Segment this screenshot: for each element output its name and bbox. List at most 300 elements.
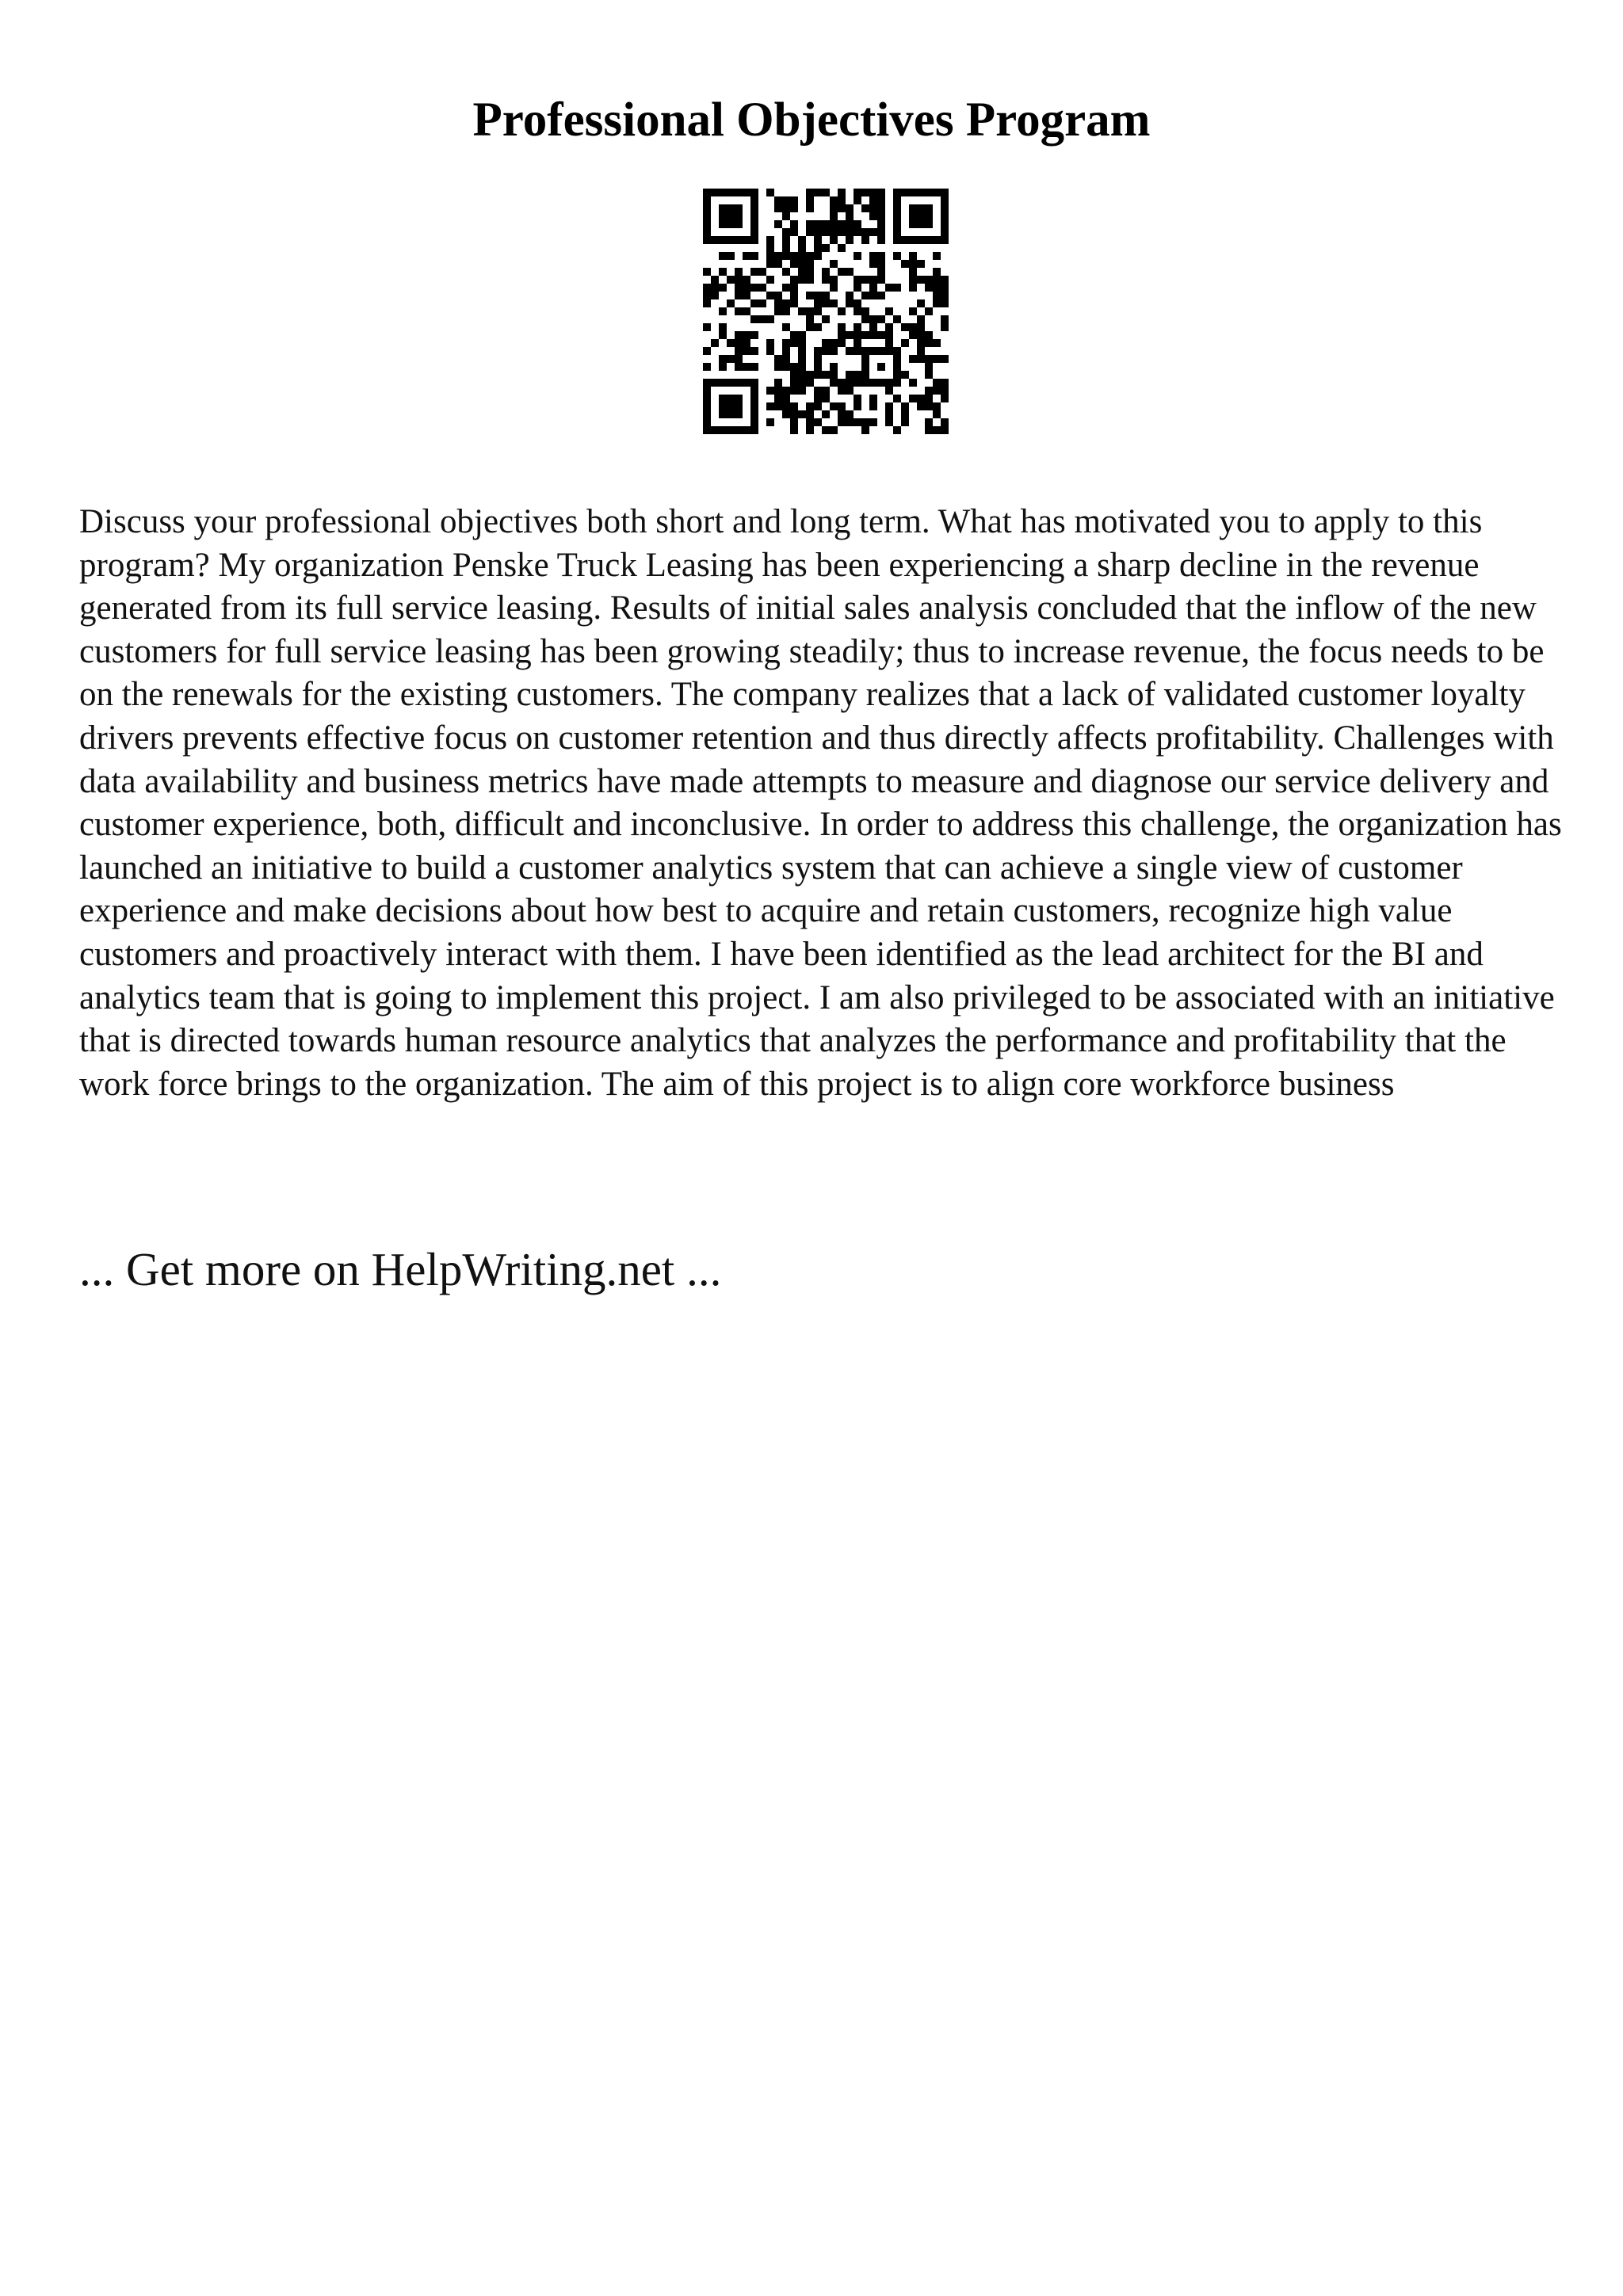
qr-module [861,379,869,387]
qr-module [806,189,814,196]
qr-module [933,268,941,276]
qr-module [735,292,743,299]
qr-module [933,339,941,347]
qr-module [925,387,933,395]
qr-module [798,339,806,347]
qr-module [790,284,798,292]
qr-module [869,292,877,299]
qr-module [703,236,711,244]
qr-module [861,355,869,363]
qr-module [830,363,838,371]
qr-module [917,395,925,402]
qr-module [885,418,893,426]
qr-module [846,410,854,418]
qr-module [743,252,750,260]
qr-module [735,402,743,410]
qr-module [893,315,901,323]
qr-module [798,410,806,418]
qr-module [806,220,814,228]
qr-module [790,363,798,371]
qr-module [869,276,877,284]
qr-module [735,189,743,196]
qr-module [941,276,949,284]
qr-module [861,292,869,299]
qr-module [719,355,727,363]
qr-module [719,220,727,228]
qr-module [933,379,941,387]
qr-module [750,331,758,339]
qr-module [925,220,933,228]
qr-module [798,236,806,244]
qr-module [711,284,719,292]
qr-module [933,402,941,410]
qr-module [782,284,790,292]
qr-module [877,363,885,371]
qr-module [758,299,766,307]
qr-module [822,189,830,196]
qr-module [869,204,877,212]
qr-module [806,379,814,387]
qr-module [830,212,838,220]
qr-module [893,196,901,204]
qr-module [838,402,846,410]
qr-module [774,355,782,363]
qr-module [790,260,798,268]
qr-module [846,236,854,244]
qr-module [822,292,830,299]
qr-module [790,402,798,410]
qr-module [869,418,877,426]
qr-module [830,379,838,387]
qr-module [735,379,743,387]
qr-module [877,276,885,284]
qr-module [719,363,727,371]
qr-module [774,395,782,402]
qr-module [917,355,925,363]
qr-module [861,371,869,379]
qr-module [719,410,727,418]
qr-module [838,228,846,236]
qr-module [917,315,925,323]
qr-module [814,220,822,228]
qr-module [790,331,798,339]
qr-module [838,189,846,196]
qr-module [727,204,735,212]
qr-module [782,347,790,355]
qr-module [925,363,933,371]
qr-module [750,402,758,410]
qr-module [774,379,782,387]
qr-module [909,220,917,228]
qr-module [885,284,893,292]
qr-module [814,228,822,236]
qr-module [806,371,814,379]
qr-module [909,236,917,244]
qr-module [838,418,846,426]
qr-module [877,292,885,299]
qr-module [735,284,743,292]
qr-module [774,299,782,307]
qr-module [933,387,941,395]
qr-module [917,212,925,220]
qr-module [846,299,854,307]
qr-module [893,220,901,228]
qr-module [854,402,861,410]
qr-module [814,387,822,395]
qr-module [735,395,743,402]
qr-module [790,410,798,418]
qr-module [766,292,774,299]
qr-module [703,402,711,410]
qr-module [806,204,814,212]
qr-module [750,387,758,395]
qr-module [869,379,877,387]
qr-module [893,252,901,260]
qr-module [941,196,949,204]
qr-module [743,236,750,244]
qr-module [822,228,830,236]
qr-module [822,268,830,276]
qr-module [893,395,901,402]
qr-module [941,204,949,212]
qr-module [877,252,885,260]
qr-module [822,410,830,418]
qr-module [933,236,941,244]
qr-module [790,196,798,204]
qr-module [782,363,790,371]
qr-module [877,204,885,212]
qr-module [854,371,861,379]
qr-module [750,196,758,204]
qr-module [782,339,790,347]
qr-module [830,220,838,228]
qr-module [909,189,917,196]
qr-module [861,426,869,434]
qr-module [925,402,933,410]
qr-module [806,292,814,299]
qr-module [750,426,758,434]
qr-module [774,260,782,268]
qr-module [861,236,869,244]
qr-module [719,284,727,292]
qr-module [861,315,869,323]
qr-module [750,236,758,244]
qr-module [798,355,806,363]
qr-module [925,418,933,426]
qr-module [814,236,822,244]
qr-module [846,228,854,236]
qr-module [766,260,774,268]
qr-module [854,228,861,236]
qr-module [941,299,949,307]
qr-module [711,292,719,299]
qr-module [806,426,814,434]
qr-module [885,307,893,315]
qr-module [782,252,790,260]
qr-module [822,220,830,228]
qr-module [877,196,885,204]
qr-module [877,212,885,220]
qr-module [727,252,735,260]
qr-module [798,371,806,379]
qr-module [743,363,750,371]
qr-module [806,410,814,418]
get-more-link[interactable]: ... Get more on HelpWriting.net ... [79,1243,722,1295]
qr-module [758,284,766,292]
qr-module [893,371,901,379]
qr-module [901,323,909,331]
qr-module [727,355,735,363]
qr-module [909,268,917,276]
qr-module [909,212,917,220]
qr-module [798,307,806,315]
qr-module [782,299,790,307]
qr-module [861,347,869,355]
qr-module [925,355,933,363]
qr-module [869,315,877,323]
qr-module [838,220,846,228]
qr-module [941,387,949,395]
qr-module [719,204,727,212]
qr-module [838,331,846,339]
qr-module [901,418,909,426]
qr-module [901,402,909,410]
qr-module [750,315,758,323]
qr-module [909,284,917,292]
qr-module [846,387,854,395]
qr-module [925,212,933,220]
qr-module [933,355,941,363]
qr-module [893,426,901,434]
qr-module [719,402,727,410]
qr-module [814,355,822,363]
qr-module [814,189,822,196]
qr-module [846,371,854,379]
qr-module [854,339,861,347]
qr-module [806,260,814,268]
qr-module [806,268,814,276]
qr-module [933,299,941,307]
qr-module [743,331,750,339]
qr-module [869,323,877,331]
qr-module [917,402,925,410]
qr-module [703,410,711,418]
qr-module [750,363,758,371]
qr-module [925,307,933,315]
qr-module [838,204,846,212]
qr-module [869,331,877,339]
qr-module [830,339,838,347]
qr-module [766,339,774,347]
qr-module [846,204,854,212]
qr-module [703,418,711,426]
qr-module [869,395,877,402]
qr-module [782,402,790,410]
qr-module [941,418,949,426]
page-title: Professional Objectives Program [472,93,1151,147]
qr-module [846,212,854,220]
qr-module [790,387,798,395]
qr-module [901,189,909,196]
qr-module [727,379,735,387]
qr-module [909,331,917,339]
qr-module [711,189,719,196]
qr-module [727,189,735,196]
qr-module [743,189,750,196]
qr-module [814,244,822,252]
qr-module [901,410,909,418]
qr-module [822,276,830,284]
qr-module [750,418,758,426]
qr-module [774,387,782,395]
qr-module [854,331,861,339]
qr-module [917,189,925,196]
qr-module [766,418,774,426]
qr-module [814,395,822,402]
qr-module [814,347,822,355]
qr-module [727,276,735,284]
qr-module [830,196,838,204]
qr-module [869,212,877,220]
qr-module [782,323,790,331]
qr-module [727,339,735,347]
qr-module [814,307,822,315]
qr-module [735,355,743,363]
qr-module [766,189,774,196]
qr-module [782,244,790,252]
qr-module [727,236,735,244]
qr-module [909,252,917,260]
qr-module [838,244,846,252]
qr-module [854,284,861,292]
qr-module [719,268,727,276]
qr-module [814,252,822,260]
qr-module [703,363,711,371]
qr-module [743,292,750,299]
qr-module [798,252,806,260]
qr-module [766,387,774,395]
qr-module [877,189,885,196]
qr-module [925,189,933,196]
qr-module [854,418,861,426]
qr-module [703,228,711,236]
qr-module [901,236,909,244]
qr-module [719,252,727,260]
qr-module [917,276,925,284]
qr-module [766,402,774,410]
qr-module [790,204,798,212]
qr-module [854,395,861,402]
qr-module [869,196,877,204]
qr-module [917,299,925,307]
qr-module [846,331,854,339]
qr-module [925,284,933,292]
qr-module [790,339,798,347]
qr-module [774,252,782,260]
qr-module [869,402,877,410]
qr-module [719,189,727,196]
qr-module [933,426,941,434]
qr-module [766,244,774,252]
qr-module [727,299,735,307]
qr-module [885,387,893,395]
qr-module [735,363,743,371]
qr-module [877,379,885,387]
qr-module [774,196,782,204]
qr-module [885,331,893,339]
qr-module [861,276,869,284]
qr-module [727,212,735,220]
qr-module [806,196,814,204]
qr-module [774,220,782,228]
qr-module [703,323,711,331]
qr-module [703,268,711,276]
qr-module [703,379,711,387]
qr-module [806,402,814,410]
qr-module [814,363,822,371]
qr-module [854,299,861,307]
qr-module [782,387,790,395]
qr-code-icon[interactable] [703,189,949,434]
qr-module [703,189,711,196]
qr-module [909,379,917,387]
qr-module [917,220,925,228]
qr-module [885,347,893,355]
qr-module [711,276,719,284]
qr-module [727,220,735,228]
qr-module [735,307,743,315]
qr-module [750,268,758,276]
qr-module [822,347,830,355]
qr-module [750,347,758,355]
qr-module [790,379,798,387]
qr-module [743,276,750,284]
qr-module [703,196,711,204]
qr-module [854,189,861,196]
qr-module [885,339,893,347]
qr-module [933,292,941,299]
qr-module [727,426,735,434]
qr-module [877,331,885,339]
qr-module [790,426,798,434]
qr-module [782,410,790,418]
qr-module [933,284,941,292]
qr-module [735,212,743,220]
qr-module [893,363,901,371]
qr-module [838,196,846,204]
qr-module [766,315,774,323]
qr-module [719,212,727,220]
qr-module [854,276,861,284]
qr-module [822,426,830,434]
qr-module [735,339,743,347]
qr-module [830,236,838,244]
qr-module [782,196,790,204]
qr-module [869,284,877,292]
qr-module [750,228,758,236]
essay-body: Discuss your professional objectives both short and long term. What has motivated you to apply to this program? My organization Penske Truck Leasing has been experiencing a sharp decline in the revenue generated from its full service leasing. Results of initial sales analysis concluded that the inflow of the new customers for full service leasing has been growing steadily; thus to increase revenue, the focus needs to be on the renewals for the existing customers. The company realizes that a lack of validated customer loyalty drivers prevents effective focus on customer retention and thus directly affects profitability. Challenges with data availability and business metrics have made attempts to measure and diagnose our service delivery and customer experience, both, difficult and inconclusive. In order to address this challenge, the organization has launched an initiative to build a customer analytics system that can achieve a single view of customer experience and make decisions about how best to acquire and retain customers, recognize high value customers and proactively interact with them. I have been identified as the lead architect for the BI and analytics team that is going to implement this project. I am also privileged to be associated with an initiative that is directed towards human resource analytics that analyzes the performance and profitability that the work force brings to the organization. The aim of this project is to align core workforce business [79,503,1562,1103]
qr-module [735,426,743,434]
qr-module [830,426,838,434]
qr-module [909,307,917,315]
qr-module [782,212,790,220]
qr-module [909,276,917,284]
qr-module [830,228,838,236]
qr-module [703,212,711,220]
qr-module [750,410,758,418]
qr-module [885,323,893,331]
qr-module [743,339,750,347]
